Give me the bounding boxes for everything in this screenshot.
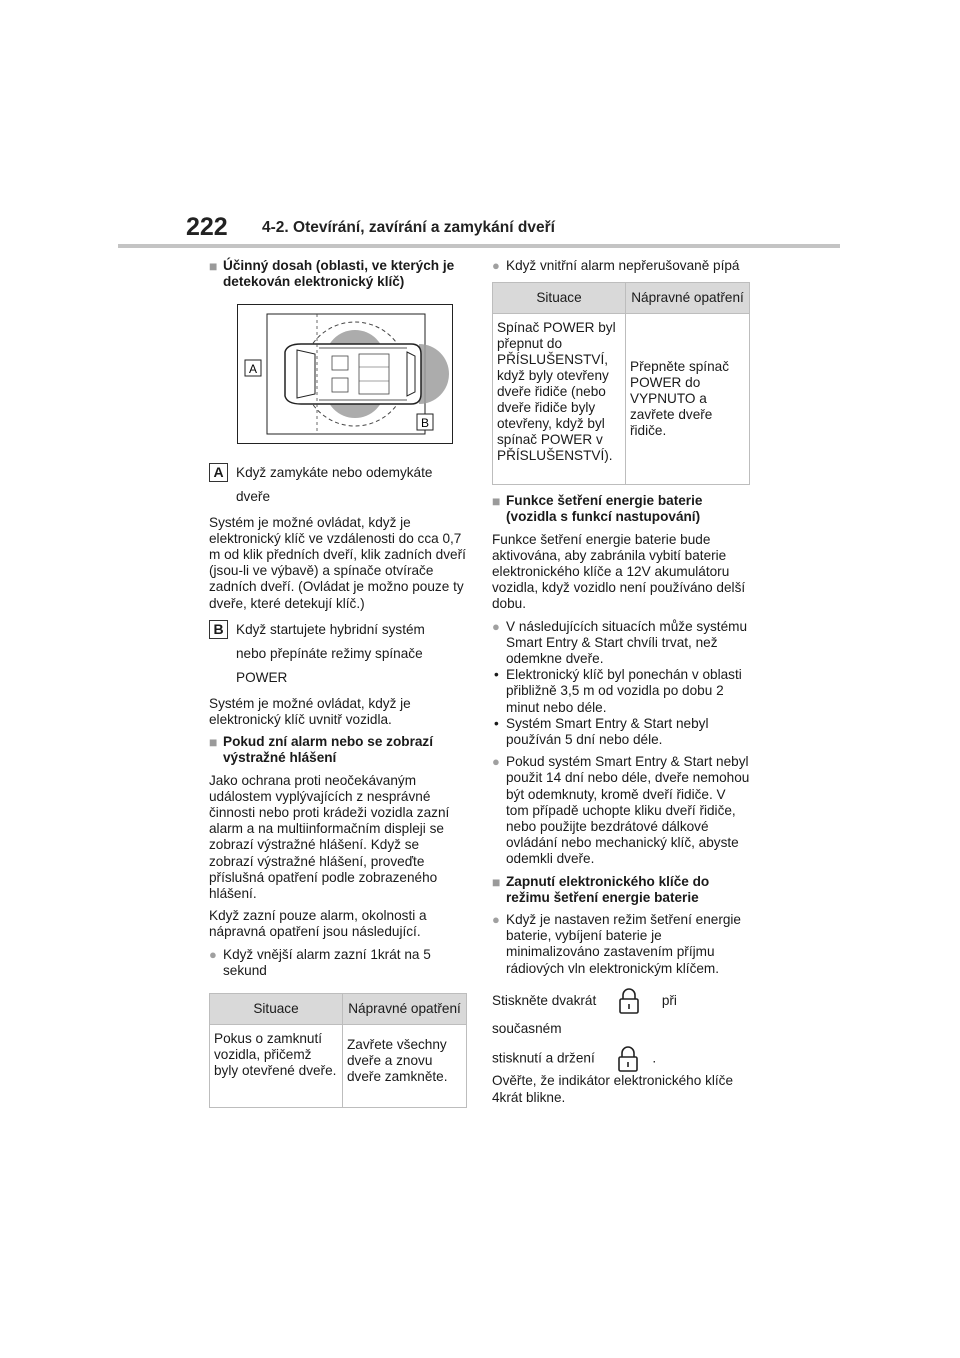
paragraph-battery: Funkce šetření energie baterie bude aktivována, aby zabránila vybití baterie elektronického klíče a 12V akumulátoru vozidla, když vozidlo není používáno delší dobu. (492, 531, 746, 612)
square-bullet-icon: ■ (492, 493, 501, 510)
table-header-situation: Situace (210, 994, 343, 1025)
lock-icon (618, 987, 640, 1015)
circle-bullet-icon: ● (492, 912, 500, 928)
label-b-text-2: nebo přepínáte režimy spínače (236, 645, 423, 661)
bullet-text: Když vnější alarm zazní 1krát na 5 sekund (223, 946, 431, 978)
table-cell-remedy: Přepněte spínač POWER do VYPNUTO a zavřete dveře řidiče. (626, 314, 750, 485)
instruction-text-2: při současném (492, 992, 677, 1037)
bullet-text: V následujících situacích může systému Smart Entry & Start chvíli trvat, než odemkne dveře. (506, 618, 748, 667)
right-column (492, 258, 750, 1112)
label-a-row (209, 461, 467, 509)
heading-effective-range (209, 258, 467, 290)
heading-text: Zapnutí elektronického klíče do režimu šetření energie baterie (506, 873, 710, 905)
heading-text: Účinný dosah (oblasti, ve kterých je detekován elektronický klíč) (223, 258, 455, 290)
square-bullet-icon: ■ (209, 258, 218, 274)
lock-icon (617, 1045, 639, 1073)
range-diagram (237, 304, 453, 444)
label-b-text-3: POWER (236, 669, 288, 685)
paragraph-alarm: Jako ochrana proti neočekávaným událostem vyplývajících z nesprávné činnosti nebo proti krádeži vozidla zazní alarm a na multiinformačním displeji se zobrazí výstražné hlášení. Když se zobrazí výstražné hlášení, proveďte příslušná opatření podle zobrazeného hlášení. (209, 772, 450, 902)
dash-text: Elektronický klíč byl ponechán v oblasti přibližně 3,5 m od vozidla po dobu 2 minut nebo déle. (506, 667, 742, 715)
paragraph-alarm-only: Když zazní pouze alarm, okolnosti a nápravná opatření jsou následující. (209, 908, 427, 940)
bullet-text: Když je nastaven režim šetření energie baterie, vybíjení baterie je minimalizováno zastavením příjmu rádiových vln elektronickým klíčem. (506, 912, 741, 976)
dot-bullet-icon: • (494, 667, 499, 683)
heading-alarm (209, 734, 467, 766)
instruction-press-twice (492, 987, 750, 1043)
square-bullet-icon: ■ (492, 873, 501, 890)
table-header-remedy: Nápravné opatření (343, 994, 467, 1025)
circle-bullet-icon: ● (492, 754, 500, 770)
diagram-label-a: A (248, 362, 258, 377)
label-b-text: Když startujete hybridní systém (236, 621, 425, 637)
dash-item-not-used (492, 716, 750, 748)
heading-key-saving-mode (492, 874, 750, 906)
bullet-text: Pokud systém Smart Entry & Start nebyl použit 14 dní nebo déle, dveře nemohou být odemknuty, kromě dveří řidiče. V tom případě uchopte kliku dveří řidiče, nebo použijte bezdrátové dálkové ovládání nebo mechanický klíč, abyste odemkli dveře. (506, 754, 750, 867)
table-cell-situation: Pokus o zamknutí vozidla, přičemž byly otevřené dveře. (210, 1025, 343, 1108)
label-a-text: Když zamykáte nebo odemykáte (236, 464, 433, 480)
dash-text: Systém Smart Entry & Start nebyl používán 5 dní nebo déle. (506, 715, 709, 748)
table-cell-situation: Spínač POWER byl přepnut do PŘÍSLUŠENSTVÍ, když byly otevřeny dveře řidiče (nebo dveře řidiče byly otevřeny, když byl spínač POWER v PŘÍSLUŠENSTVÍ). (493, 314, 626, 485)
circle-bullet-icon: ● (209, 946, 217, 962)
bullet-inner-alarm (492, 258, 750, 274)
table-header-situation: Situace (493, 283, 626, 314)
circle-bullet-icon: ● (492, 618, 500, 634)
left-column (209, 258, 467, 1108)
dot-bullet-icon: • (494, 715, 499, 731)
heading-text: Funkce šetření energie baterie (vozidla s funkcí nastupování) (506, 493, 703, 525)
bullet-saving-mode (492, 912, 750, 977)
bullet-outer-alarm (209, 947, 467, 979)
bullet-delay (492, 619, 750, 668)
table-outer-alarm (209, 993, 467, 1108)
instruction-text-4: . (652, 1050, 657, 1066)
bullet-text: Když vnitřní alarm nepřerušovaně pípá (506, 258, 740, 273)
label-a-box: A (209, 463, 228, 482)
label-b-box: B (209, 620, 228, 639)
header-rule (118, 244, 840, 248)
label-b-row (209, 618, 467, 690)
instruction-text-3: stisknutí a držení (492, 1050, 595, 1066)
diagram-label-b: B (420, 416, 430, 431)
instruction-text: Stiskněte dvakrát (492, 992, 597, 1008)
table-inner-alarm (492, 282, 750, 485)
dash-item-key-left (492, 667, 750, 716)
table-cell-remedy: Zavřete všechny dveře a znovu dveře zamkněte. (343, 1025, 467, 1108)
section-title: 4-2. Otevírání, zavírání a zamykání dveří (262, 219, 555, 236)
bullet-14-days (492, 754, 750, 867)
square-bullet-icon: ■ (209, 734, 218, 751)
table-header-remedy: Nápravné opatření (626, 283, 750, 314)
instruction-press-hold (492, 1045, 750, 1073)
paragraph-range-b: Systém je možné ovládat, když je elektronický klíč uvnitř vozidla. (209, 695, 411, 728)
paragraph-verify: Ověřte, že indikátor elektronického klíče 4krát blikne. (492, 1073, 734, 1105)
heading-battery-saving (492, 493, 750, 525)
paragraph-range-a: Systém je možné ovládat, když je elektronický klíč ve vzdálenosti do cca 0,7 m od klik předních dveří, klik zadních dveří (jsou-li ve výbavě) a spínače otvírače zadních dveří. (Ovládat je možno pouze ty dveře, které detekují klíč.) (209, 514, 466, 611)
page-number: 222 (186, 213, 228, 241)
label-a-text-2: dveře (236, 488, 271, 504)
circle-bullet-icon: ● (492, 258, 500, 273)
heading-text: Pokud zní alarm nebo se zobrazí výstražné hlášení (223, 734, 433, 766)
